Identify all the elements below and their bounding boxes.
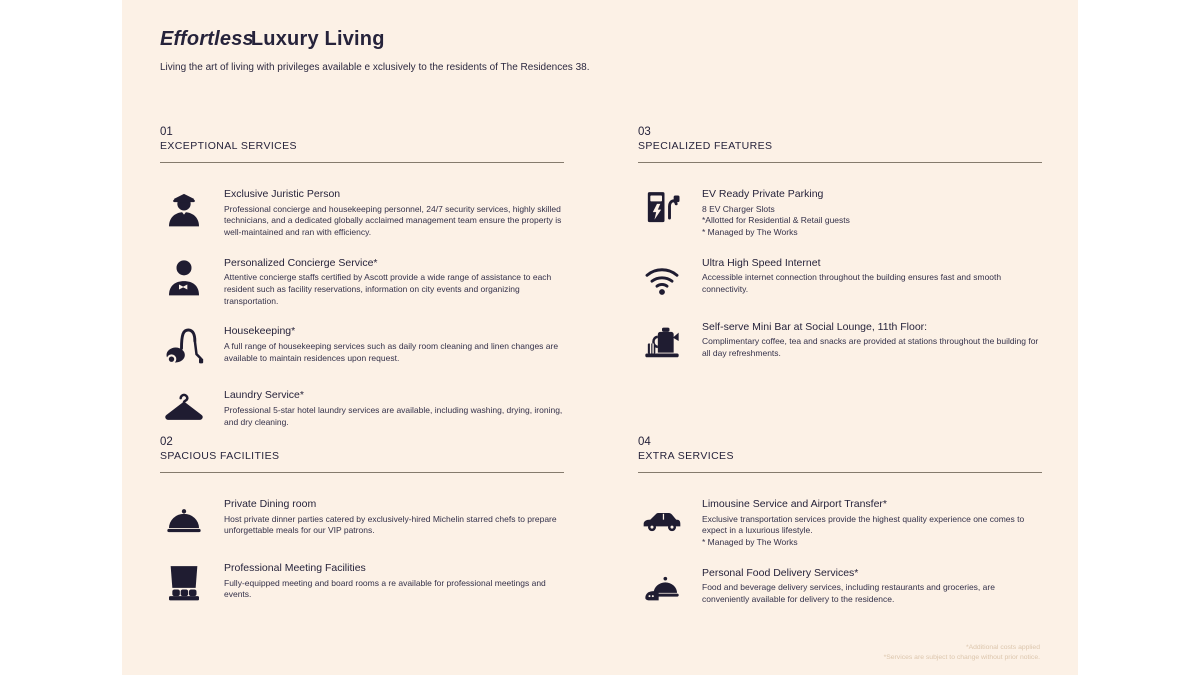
item-body: Professional concierge and housekeeping personnel, 24/7 security services, highly skilled technicians, and a dedicated globally acclaimed management team ensure the property is well-maintained and ran with efficiency.: [224, 203, 562, 237]
section-number: 03: [638, 126, 651, 138]
section-rule: [160, 162, 564, 163]
item-title: Exclusive Juristic Person: [224, 188, 341, 200]
list-item: [638, 567, 1042, 613]
list-item: [160, 389, 564, 435]
item-title: Personal Food Delivery Services*: [702, 566, 859, 579]
list-item: [160, 188, 564, 239]
item-title: EV Ready Private Parking: [702, 188, 824, 200]
item-body: Food and beverage delivery services, including restaurants and groceries, are conveniently available for delivery to the residence.: [702, 582, 995, 604]
item-note: * Managed by The Works: [702, 226, 798, 237]
section-rule: [638, 162, 1042, 163]
item-title: Laundry Service*: [224, 389, 304, 402]
footnotes: [884, 643, 1040, 662]
section-label: EXCEPTIONAL SERVICES: [160, 140, 297, 152]
section-number: 02: [160, 436, 173, 448]
page-subtitle: Living the art of living with privileges available e xclusively to the residents of The Residences 38.: [160, 62, 590, 73]
item-note: *Allotted for Residential & Retail guests: [702, 215, 850, 226]
item-title: Housekeeping*: [224, 325, 296, 338]
security-officer-icon: [160, 188, 208, 239]
section-rule: [160, 472, 564, 473]
item-title: Ultra High Speed Internet: [702, 256, 821, 269]
section-label: EXTRA SERVICES: [638, 450, 734, 462]
section-label: SPACIOUS FACILITIES: [160, 450, 280, 462]
item-body: Attentive concierge staffs certified by Ascott provide a wide range of assistance to each resident such as facility reservations, information on city events and organizing transportation.: [224, 272, 552, 306]
wifi-icon: [638, 257, 686, 303]
item-note: * Managed by The Works: [702, 536, 798, 547]
limousine-icon: [638, 498, 686, 549]
section-number: 01: [160, 126, 173, 138]
item-body: Exclusive transportation services provide the highest quality experience one comes to expect in a luxurious lifestyle.: [702, 513, 1025, 536]
tea-set-icon: [638, 321, 686, 367]
item-body: Accessible internet connection throughout the building ensures fast and smooth connectivity.: [702, 272, 1002, 294]
ev-charger-icon: [638, 188, 686, 239]
item-body: Fully-equipped meeting and board rooms a re available for professional meetings and events.: [224, 577, 546, 600]
page-title-italic: Effortless: [160, 28, 254, 50]
page-title: [160, 28, 590, 51]
item-body: 8 EV Charger Slots: [702, 203, 775, 214]
list-item: [160, 498, 564, 544]
item-title: Personalized Concierge Service*: [224, 256, 378, 269]
section-number: 04: [638, 436, 651, 448]
cloche-icon: [160, 498, 208, 544]
item-title: Limousine Service and Airport Transfer*: [702, 498, 888, 510]
item-title: Self-serve Mini Bar at Social Lounge, 11th Floor:: [702, 320, 928, 333]
list-item: [638, 498, 1042, 549]
concierge-icon: [160, 257, 208, 308]
item-body: Professional 5-star hotel laundry services are available, including washing, drying, ironing, and dry cleaning.: [224, 404, 563, 427]
page-title-regular: Luxury Living: [250, 28, 385, 50]
section-rule: [638, 472, 1042, 473]
footnote-line: *Services are subject to change without prior notice.: [883, 653, 1040, 661]
list-item: [638, 188, 1042, 239]
item-body: A full range of housekeeping services such as daily room cleaning and linen changes are available to maintain residences upon request.: [224, 340, 559, 363]
list-item: [160, 325, 564, 371]
list-item: [638, 321, 1042, 367]
section-label: SPECIALIZED FEATURES: [638, 140, 773, 152]
meeting-room-icon: [160, 562, 208, 608]
list-item: [638, 257, 1042, 303]
item-body: Host private dinner parties catered by exclusively-hired Michelin starred chefs to prepare unforgettable meals for our VIP patrons.: [224, 513, 557, 536]
vacuum-cleaner-icon: [160, 325, 208, 371]
item-title: Professional Meeting Facilities: [224, 562, 366, 574]
section-exceptional-services: [160, 126, 564, 453]
footnote-line: *Additional costs applied: [965, 644, 1040, 652]
item-title: Private Dining room: [224, 498, 317, 510]
list-item: [160, 562, 564, 608]
food-delivery-icon: [638, 567, 686, 613]
section-spacious-facilities: [160, 436, 564, 626]
section-extra-services: [638, 436, 1042, 631]
title-block: [160, 28, 590, 73]
item-body: Complimentary coffee, tea and snacks are provided at stations throughout the building for all day refreshments.: [702, 336, 1039, 358]
brochure-sheet: [122, 0, 1078, 675]
list-item: [160, 257, 564, 308]
clothes-hanger-icon: [160, 389, 208, 435]
section-specialized-features: [638, 126, 1042, 385]
